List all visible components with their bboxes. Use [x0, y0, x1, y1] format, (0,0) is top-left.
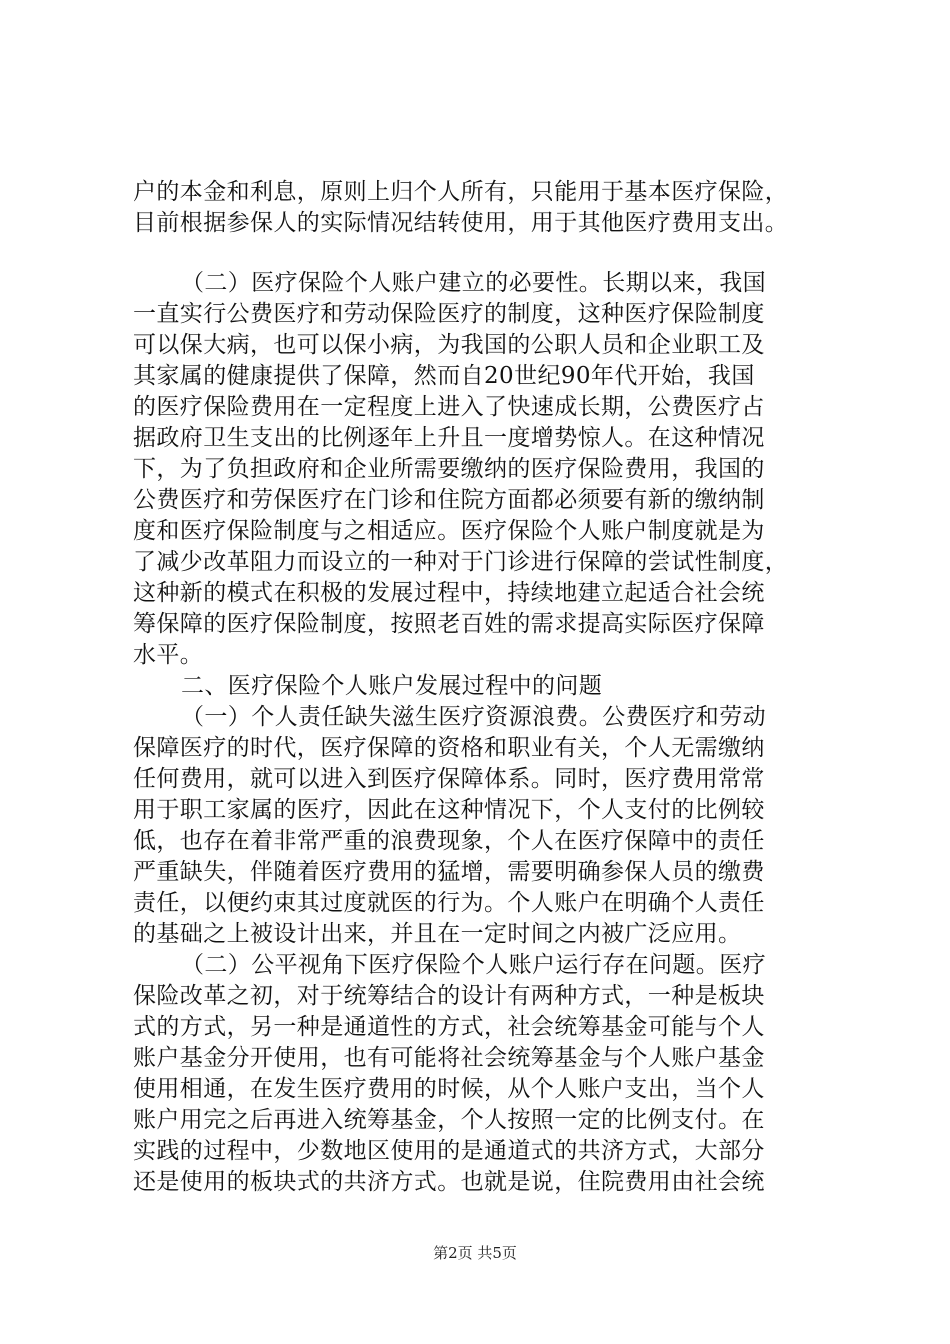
text-line: 的基础之上被设计出来，并且在一定时间之内被广泛应用。 — [133, 921, 742, 947]
paragraph-heading-line: （二）医疗保险个人账户建立的必要性。长期以来，我国 — [181, 270, 766, 296]
section-heading: 二、医疗保险个人账户发展过程中的问题 — [181, 673, 603, 699]
paragraph-heading-line: （二）公平视角下医疗保险个人账户运行存在问题。医疗 — [181, 952, 766, 978]
page-footer: 第2页 共5页 — [433, 1244, 517, 1262]
text-line: 的医疗保险费用在一定程度上进入了快速成长期，公费医疗占 — [133, 394, 765, 420]
text-line: 其家属的健康提供了保障，然而自20世纪90年代开始，我国 — [133, 363, 755, 389]
text-line: 下，为了负担政府和企业所需要缴纳的医疗保险费用，我国的 — [133, 456, 765, 482]
text-line: 使用相通，在发生医疗费用的时候，从个人账户支出，当个人 — [133, 1076, 765, 1102]
text-line: 度和医疗保险制度与之相适应。医疗保险个人账户制度就是为 — [133, 518, 765, 544]
paragraph-heading-line: （一）个人责任缺失滋生医疗资源浪费。公费医疗和劳动 — [181, 704, 766, 730]
text-line: 保险改革之初，对于统筹结合的设计有两种方式，一种是板块 — [133, 983, 765, 1009]
text-line: 实践的过程中，少数地区使用的是通道式的共济方式，大部分 — [133, 1138, 765, 1164]
text-line: 用于职工家属的医疗，因此在这种情况下，个人支付的比例较 — [133, 797, 765, 823]
text-line: 据政府卫生支出的比例逐年上升且一度增势惊人。在这种情况 — [133, 425, 765, 451]
text-line: 责任，以便约束其过度就医的行为。个人账户在明确个人责任 — [133, 890, 765, 916]
text-line: 低，也存在着非常严重的浪费现象，个人在医疗保障中的责任 — [133, 828, 765, 854]
text-line: 账户基金分开使用，也有可能将社会统筹基金与个人账户基金 — [133, 1045, 765, 1071]
text-line: 了减少改革阻力而设立的一种对于门诊进行保障的尝试性制度， — [133, 549, 789, 575]
text-line: 严重缺失，伴随着医疗费用的猛增，需要明确参保人员的缴费 — [133, 859, 765, 885]
text-line: 账户用完之后再进入统筹基金，个人按照一定的比例支付。在 — [133, 1107, 765, 1133]
text-line: 公费医疗和劳保医疗在门诊和住院方面都必须要有新的缴纳制 — [133, 487, 765, 513]
text-line: 保障医疗的时代，医疗保障的资格和职业有关，个人无需缴纳 — [133, 735, 765, 761]
text-line: 水平。 — [133, 642, 204, 668]
text-line: 一直实行公费医疗和劳动保险医疗的制度，这种医疗保险制度 — [133, 301, 765, 327]
text-line: 目前根据参保人的实际情况结转使用，用于其他医疗费用支出。 — [133, 210, 789, 236]
text-line: 可以保大病，也可以保小病，为我国的公职人员和企业职工及 — [133, 332, 765, 358]
text-line: 式的方式，另一种是通道性的方式，社会统筹基金可能与个人 — [133, 1014, 765, 1040]
text-line: 还是使用的板块式的共济方式。也就是说，住院费用由社会统 — [133, 1169, 765, 1195]
text-line: 户的本金和利息，原则上归个人所有，只能用于基本医疗保险， — [133, 179, 789, 205]
text-line: 筹保障的医疗保险制度，按照老百姓的需求提高实际医疗保障 — [133, 611, 765, 637]
text-line: 这种新的模式在积极的发展过程中，持续地建立起适合社会统 — [133, 580, 765, 606]
text-line: 任何费用，就可以进入到医疗保障体系。同时，医疗费用常常 — [133, 766, 765, 792]
